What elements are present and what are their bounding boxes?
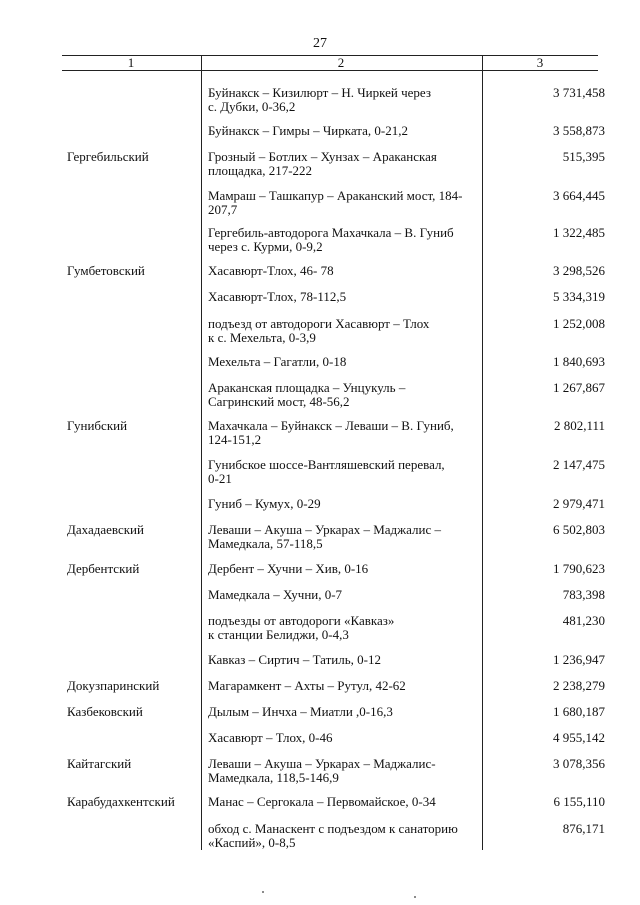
road-cost: 1 840,693 bbox=[553, 354, 605, 369]
road-cost: 3 558,873 bbox=[553, 123, 605, 138]
road-description: Грозный – Ботлих – Хунзах – Араканская площадка, 217-222 bbox=[208, 149, 437, 178]
road-cost: 2 238,279 bbox=[553, 678, 605, 693]
road-description: подъезды от автодороги «Кавказ» к станции Белиджи, 0-4,3 bbox=[208, 613, 395, 642]
district-name: Казбековский bbox=[67, 704, 143, 719]
road-description: Мамедкала – Хучни, 0-7 bbox=[208, 587, 343, 602]
road-description: Леваши – Акуша – Уркарах – Маджалис – Мамедкала, 57-118,5 bbox=[208, 522, 441, 551]
road-description: Буйнакск – Кизилюрт – Н. Чиркей через с. Дубки, 0-36,2 bbox=[208, 85, 431, 114]
road-cost: 1 236,947 bbox=[553, 652, 605, 667]
road-description: Магарамкент – Ахты – Рутул, 42-62 bbox=[208, 678, 406, 693]
road-cost: 3 664,445 bbox=[553, 188, 605, 203]
road-cost: 876,171 bbox=[562, 821, 605, 836]
road-description: Кавказ – Сиртич – Татиль, 0-12 bbox=[208, 652, 381, 667]
road-description: Леваши – Акуша – Уркарах – Маджалис- Мамедкала, 118,5-146,9 bbox=[208, 756, 436, 785]
road-description: обход с. Манаскент с подъездом к санаторию «Каспий», 0-8,5 bbox=[208, 821, 458, 850]
road-cost: 3 731,458 bbox=[553, 85, 605, 100]
road-description: Манас – Сергокала – Первомайское, 0-34 bbox=[208, 794, 436, 809]
road-cost: 3 298,526 bbox=[553, 263, 605, 278]
district-name: Дербентский bbox=[67, 561, 140, 576]
road-cost: 4 955,142 bbox=[553, 730, 605, 745]
district-name: Дахадаевский bbox=[67, 522, 144, 537]
road-description: Гуниб – Кумух, 0-29 bbox=[208, 496, 321, 511]
road-description: Хасавюрт-Тлох, 46- 78 bbox=[208, 263, 334, 278]
road-cost: 6 502,803 bbox=[553, 522, 605, 537]
road-cost: 481,230 bbox=[562, 613, 605, 628]
district-name: Гергебильский bbox=[67, 149, 149, 164]
road-cost: 1 322,485 bbox=[553, 225, 605, 240]
column-header-1: 1 bbox=[127, 55, 135, 70]
road-description: Дербент – Хучни – Хив, 0-16 bbox=[208, 561, 369, 576]
column-header-3: 3 bbox=[536, 55, 544, 70]
road-description: Мехельта – Гагатли, 0-18 bbox=[208, 354, 347, 369]
road-cost: 2 979,471 bbox=[553, 496, 605, 511]
road-cost: 2 147,475 bbox=[553, 457, 605, 472]
road-cost: 6 155,110 bbox=[553, 794, 605, 809]
road-description: Хасавюрт-Тлох, 78-112,5 bbox=[208, 289, 347, 304]
district-name: Кайтагский bbox=[67, 756, 132, 771]
district-name: Докузпаринский bbox=[67, 678, 160, 693]
road-cost: 5 334,319 bbox=[553, 289, 605, 304]
road-cost: 1 680,187 bbox=[553, 704, 605, 719]
scan-speck bbox=[262, 891, 264, 893]
scan-speck bbox=[414, 896, 416, 898]
road-description: подъезд от автодороги Хасавюрт – Тлох к с. Мехельта, 0-3,9 bbox=[208, 316, 430, 345]
district-name: Гунибский bbox=[67, 418, 128, 433]
road-description: Гунибское шоссе-Вантляшевский перевал, 0-21 bbox=[208, 457, 445, 486]
table-header bbox=[62, 55, 598, 71]
road-description: Хасавюрт – Тлох, 0-46 bbox=[208, 730, 333, 745]
road-cost: 2 802,111 bbox=[553, 418, 605, 433]
road-description: Дылым – Инчха – Миатли ,0-16,3 bbox=[208, 704, 393, 719]
road-cost: 3 078,356 bbox=[553, 756, 605, 771]
road-description: Махачкала – Буйнакск – Леваши – В. Гуниб, 124-151,2 bbox=[208, 418, 454, 447]
road-description: Буйнакск – Гимры – Чирката, 0-21,2 bbox=[208, 123, 408, 138]
column-divider bbox=[482, 55, 483, 850]
road-description: Мамраш – Ташкапур – Араканский мост, 184- 207,7 bbox=[208, 188, 463, 217]
road-cost: 1 790,623 bbox=[553, 561, 605, 576]
road-cost: 515,395 bbox=[562, 149, 605, 164]
road-cost: 1 267,867 bbox=[553, 380, 605, 395]
column-divider bbox=[201, 55, 202, 850]
column-header-2: 2 bbox=[337, 55, 345, 70]
road-description: Араканская площадка – Унцукуль – Сагринский мост, 48-56,2 bbox=[208, 380, 406, 409]
district-name: Карабудахкентский bbox=[67, 794, 175, 809]
page-number: 27 bbox=[313, 36, 327, 51]
district-name: Гумбетовский bbox=[67, 263, 145, 278]
road-cost: 783,398 bbox=[562, 587, 605, 602]
road-cost: 1 252,008 bbox=[553, 316, 605, 331]
road-description: Гергебиль-автодорога Махачкала – В. Гуниб через с. Курми, 0-9,2 bbox=[208, 225, 454, 254]
